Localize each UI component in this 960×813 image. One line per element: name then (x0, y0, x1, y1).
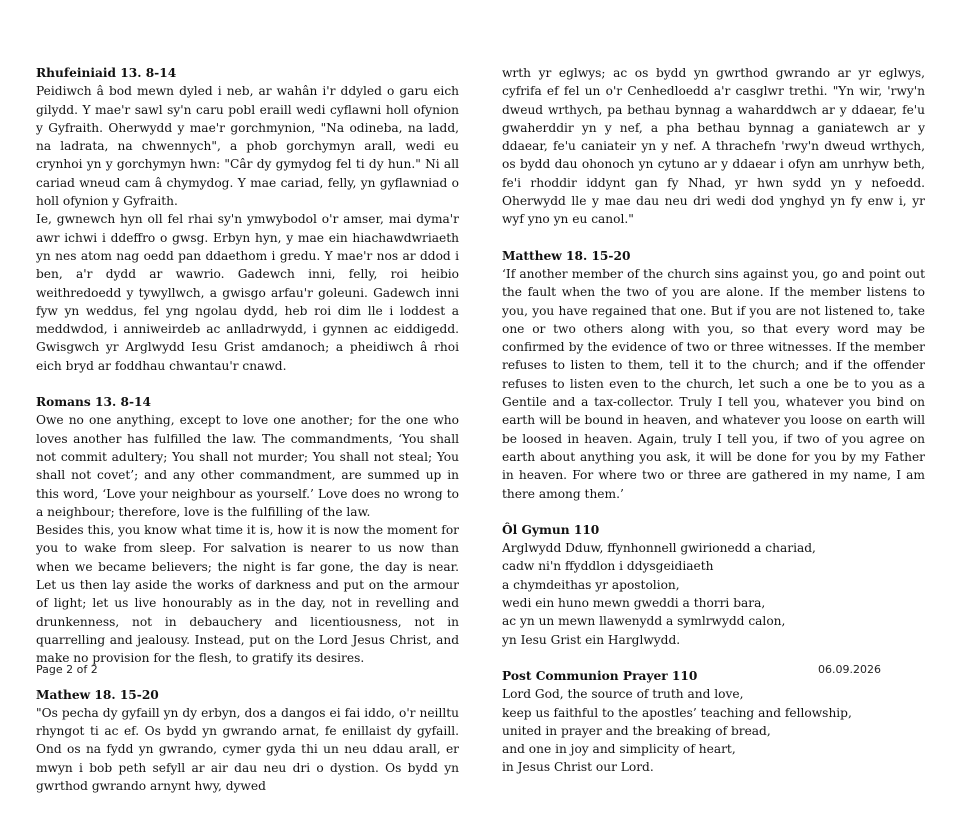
reading-paragraph: wrth yr eglwys; ac os bydd yn gwrthod gwrando ar yr eglwys, cyfrifa ef fel un o'r Cenhedloedd a'r casglwr trethi. "Yn wir, 'rwy'n dweud wrthych, pa bethau bynnag a waharddwch ar y ddaear, fe'u gwaherddir yn y nef, a pha bethau bynnag a ganiatewch ar y ddaear, fe'u caniateir yn y nef. A thrachefn 'rwy'n dweud wrthych, os bydd dau ohonoch yn cytuno ar y ddaear i ofyn am unrhyw beth, fe'i rhoddir iddynt gan fy Nhad, yr hwn sydd yn y nefoedd. Oherwydd lle y mae dau neu dri wedi dod ynghyd yn fy enw i, yr wyf yno yn eu canol." (502, 66, 925, 227)
reading-paragraph: Owe no one anything, except to love one another; for the one who loves another has fulfilled the law. The commandments, ‘You shall not commit adultery; You shall not murder; You shall not steal; You shall not covet’; and any other commandment, are summed up in this word, ‘Love your neighbour as yourself.’ Love does no wrong to a neighbour; therefore, love is the fulfilling of the law. (36, 413, 459, 519)
reading-romans (36, 393, 459, 667)
section-heading: Ôl Gymun 110 (502, 522, 600, 537)
reading-paragraph: ‘If another member of the church sins against you, go and point out the fault when the two of you are alone. If the member listens to you, you have regained that one. But if you are not listened to, take one or two others along with you, so that every word may be confirmed by the evidence of two or three witnesses. If the member refuses to listen to them, tell it to the church; and if the offender refuses to listen even to the church, let such a one be to you as a Gentile and a tax-collector. Truly I tell you, whatever you bind on earth will be bound in heaven, and whatever you loose on earth will be loosed in heaven. Again, truly I tell you, if two of you agree on earth about anything you ask, it will be done for you by my Father in heaven. For where two or three are gathered in my name, I am there among them.’ (502, 266, 925, 501)
reading-paragraph: Besides this, you know what time it is, how it is now the moment for you to wake from sleep. For salvation is nearer to us now than when we became believers; the night is far gone, the day is near. Let us then lay aside the works of darkness and put on the armour of light; let us live honourably as in the day, not in revelling and drunkenness, not in debauchery and licentiousness, not in quarrelling and jealousy. Instead, put on the Lord Jesus Christ, and make no provision for the flesh, to gratify its desires. (36, 523, 459, 666)
prayer-line: and one in joy and simplicity of heart, (502, 742, 736, 757)
prayer-line: keep us faithful to the apostles’ teaching and fellowship, (502, 705, 852, 720)
prayer-post-communion (502, 667, 925, 777)
footer-date: 06.09.2026 (818, 663, 881, 676)
section-heading: Mathew 18. 15-20 (36, 687, 159, 702)
section-heading: Romans 13. 8-14 (36, 395, 151, 410)
left-column (36, 64, 459, 813)
prayer-line: Arglwydd Dduw, ffynhonnell gwirionedd a chariad, (502, 541, 816, 556)
section-heading: Post Communion Prayer 110 (502, 668, 698, 683)
reading-paragraph: Peidiwch â bod mewn dyled i neb, ar wahân i'r ddyled o garu eich gilydd. Y mae'r sawl sy'n caru pobl eraill wedi cyflawni holl ofynion y Gyfraith. Oherwydd y mae'r gorchmynion, "Na odineba, na ladd, na ladrata, na chwennych", a phob gorchymyn arall, wedi eu crynhoi yn y gorchymyn hwn: "Câr dy gymydog fel ti dy hun." Ni all cariad wneud cam â chymydog. Y mae cariad, felly, yn gyflawniad o holl ofynion y Gyfraith. (36, 84, 459, 209)
prayer-line: united in prayer and the breaking of bread, (502, 723, 771, 738)
reading-matthew-english (502, 247, 925, 503)
section-heading: Matthew 18. 15-20 (502, 248, 631, 263)
section-heading: Rhufeiniaid 13. 8-14 (36, 66, 177, 80)
reading-mathew-welsh (36, 686, 459, 796)
right-column (502, 64, 925, 795)
prayer-line: wedi ein huno mewn gweddi a thorri bara, (502, 596, 766, 611)
prayer-line: Lord God, the source of truth and love, (502, 687, 744, 702)
prayer-ol-gymun (502, 521, 925, 649)
reading-rhufeiniaid (36, 64, 459, 375)
prayer-line: cadw ni'n ffyddlon i ddysgeidiaeth (502, 559, 714, 574)
prayer-line: yn Iesu Grist ein Harglwydd. (502, 632, 681, 647)
prayer-line: a chymdeithas yr apostolion, (502, 577, 680, 592)
reading-paragraph: Ie, gwnewch hyn oll fel rhai sy'n ymwybodol o'r amser, mai dyma'r awr ichwi i ddeffro o gwsg. Erbyn hyn, y mae ein hiachawdwriaeth yn nes atom nag oedd pan ddaethom i gredu. Y mae'r nos ar ddod i ben, a'r dydd ar wawrio. Gadewch inni, felly, roi heibio weithredoedd y tywyllwch, a gwisgo arfau'r goleuni. Gadewch inni fyw yn weddus, fel yng ngolau dydd, heb roi dim lle i loddest a meddwdod, i anniweirdeb ac anlladrwydd, i gynnen ac eiddigedd. Gwisgwch yr Arglwydd Iesu Grist amdanoch; a pheidiwch â rhoi eich bryd ar foddhau chwantau'r cnawd. (36, 212, 459, 373)
reading-paragraph: "Os pecha dy gyfaill yn dy erbyn, dos a dangos ei fai iddo, o'r neilltu rhyngot ti ac ef. Os bydd yn gwrando arnat, fe enillaist dy gyfaill. Ond os na fydd yn gwrando, cymer gyda thi un neu ddau arall, er mwyn i bob peth sefyll ar air dau neu dri o dystion. Os bydd yn gwrthod gwrando arnynt hwy, dywed (36, 705, 459, 793)
prayer-line: ac yn un mewn llawenydd a symlrwydd calon, (502, 614, 786, 629)
reading-mathew-welsh-continued (502, 64, 925, 229)
page-number: Page 2 of 2 (36, 663, 98, 676)
prayer-line: in Jesus Christ our Lord. (502, 760, 654, 775)
